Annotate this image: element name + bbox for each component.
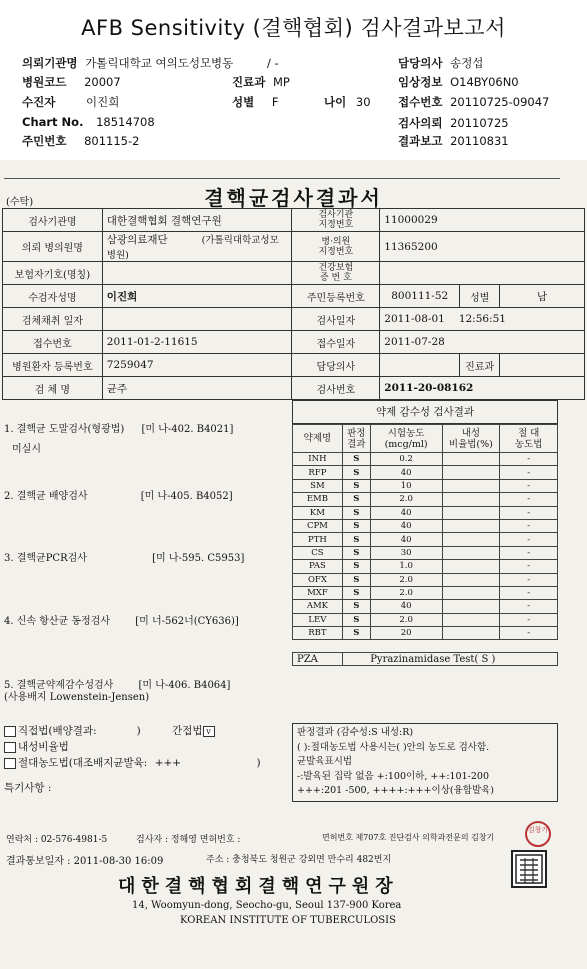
sensitivity-cell-abs: - xyxy=(500,600,558,613)
report-header xyxy=(0,0,587,158)
patient-info-table: 검사기관명 대한결핵협회 결핵연구원 검사기관 지정번호 11000029 의뢰 병의원명 삼광의료재단 (가톨릭대학교성모병원) 병·의원 지정번호 11365200 보험자기호(명칭) 건강보험 증 번 호 수검자성명 이진희 주민등록번호 800111-52 성별 남 검체채취 일자 검사일자 2011-08-01 12:56:51 접수번호 2011-01-2-11615 접수일자 2011-07-28 병원환자 등록번호 7259047 담당의사 진료과 검 체 명 균주 검사번호 2011-20-08162 xyxy=(2,208,585,400)
sensitivity-row xyxy=(293,506,558,519)
sensitivity-cell-drug: INH xyxy=(293,453,343,466)
sensitivity-cell-result: S xyxy=(342,627,370,640)
legend-box: 판정결과 (감수성:S 내성:R) ( ):절대농도법 사용시는( )안의 농도로 검사함. 균발육표시법 -:발육된 집락 없음 +:100이하, ++:101-200 +++:201 -500, ++++:+++이상(융합발육) xyxy=(292,723,558,802)
sensitivity-cell-abs: - xyxy=(500,466,558,479)
scanned-report xyxy=(0,160,587,969)
hospital-code-row: 병원코드 20007 xyxy=(22,75,121,89)
sensitivity-cell-result: S xyxy=(342,586,370,599)
clinical-row: 임상정보 O14BY06N0 xyxy=(398,75,519,89)
sensitivity-cell-ratio xyxy=(442,600,500,613)
sensitivity-cell-ratio xyxy=(442,546,500,559)
consignment-tag: (수탁) xyxy=(6,197,34,208)
chart-no-row: Chart No. 18514708 xyxy=(22,115,155,129)
sensitivity-cell-result: S xyxy=(342,613,370,626)
sensitivity-row xyxy=(293,586,558,599)
sensitivity-row xyxy=(293,613,558,626)
age-row: 나이 30 xyxy=(324,95,371,109)
sensitivity-cell-result: S xyxy=(342,506,370,519)
sensitivity-cell-abs: - xyxy=(500,519,558,532)
abs-conc-checkbox xyxy=(4,758,16,769)
sensitivity-cell-result: S xyxy=(342,479,370,492)
sensitivity-cell-drug: CS xyxy=(293,546,343,559)
test-item: 5. 결핵균약제감수성검사 [미 나-406. B4064] xyxy=(4,680,231,691)
resist-ratio-row: 내성비율법 xyxy=(4,739,261,754)
official-seal-icon xyxy=(511,850,547,888)
sensitivity-cell-drug: LEV xyxy=(293,613,343,626)
sensitivity-row xyxy=(293,600,558,613)
sensitivity-cell-conc: 1.0 xyxy=(370,560,442,573)
address-text: 주소 : 충청북도 청원군 강외면 만수리 482번지 xyxy=(206,855,392,865)
sensitivity-cell-ratio xyxy=(442,560,500,573)
sensitivity-cell-ratio xyxy=(442,466,500,479)
sensitivity-cell-conc: 20 xyxy=(370,627,442,640)
sensitivity-cell-conc: 2.0 xyxy=(370,493,442,506)
direct-method-row: 직접법(배양결과: ) 간접법 v xyxy=(4,723,261,738)
sensitivity-cell-result: S xyxy=(342,600,370,613)
sensitivity-title: 약제 감수성 검사결과 xyxy=(292,400,558,424)
sensitivity-cell-drug: OFX xyxy=(293,573,343,586)
indirect-method-checkbox: v xyxy=(203,726,215,737)
sensitivity-cell-ratio xyxy=(442,613,500,626)
top-rule xyxy=(4,178,560,179)
sensitivity-cell-conc: 40 xyxy=(370,600,442,613)
sensitivity-cell-ratio xyxy=(442,519,500,532)
page-title: AFB Sensitivity (결핵협회) 검사결과보고서 xyxy=(81,16,506,40)
method-checks xyxy=(4,723,261,795)
sensitivity-row xyxy=(293,627,558,640)
pza-row: PZA Pyrazinamidase Test( S ) xyxy=(292,652,558,666)
sensitivity-row xyxy=(293,546,558,559)
sensitivity-cell-abs: - xyxy=(500,586,558,599)
sensitivity-row xyxy=(293,560,558,573)
sensitivity-cell-abs: - xyxy=(500,560,558,573)
sensitivity-cell-ratio xyxy=(442,627,500,640)
sensitivity-cell-drug: PTH xyxy=(293,533,343,546)
license-text: 면허번호 제707호 진단검사 의학과전문의 김창기 xyxy=(322,833,495,842)
request-date-row: 검사의뢰 20110725 xyxy=(398,116,509,130)
sensitivity-cell-drug: RBT xyxy=(293,627,343,640)
test-result: (사용배지 Lowenstein-Jensen) xyxy=(4,692,150,703)
sensitivity-cell-drug: RFP xyxy=(293,466,343,479)
sensitivity-cell-drug: SM xyxy=(293,479,343,492)
dept-row: 진료과 MP xyxy=(232,75,290,89)
sensitivity-cell-ratio xyxy=(442,573,500,586)
test-item: 1. 결핵균 도말검사(형광법) [미 나-402. B4021] xyxy=(4,424,234,435)
sensitivity-row xyxy=(293,479,558,492)
sensitivity-cell-result: S xyxy=(342,533,370,546)
sensitivity-cell-conc: 2.0 xyxy=(370,586,442,599)
sensitivity-cell-ratio xyxy=(442,506,500,519)
receipt-no-row: 접수번호 20110725-09047 xyxy=(398,95,550,109)
sensitivity-cell-result: S xyxy=(342,573,370,586)
sensitivity-cell-conc: 30 xyxy=(370,546,442,559)
test-item: 4. 신속 항산균 동정검사 [미 너-562너(CY636)] xyxy=(4,616,239,627)
sensitivity-cell-result: S xyxy=(342,493,370,506)
abs-conc-row: 절대농도법(대조배지균발육: +++ ) xyxy=(4,755,261,770)
special-note: 특기사항 : xyxy=(4,782,52,794)
sensitivity-cell-drug: AMK xyxy=(293,600,343,613)
resist-ratio-checkbox xyxy=(4,742,16,753)
sensitivity-row xyxy=(293,466,558,479)
sensitivity-row xyxy=(293,493,558,506)
sensitivity-cell-ratio xyxy=(442,453,500,466)
sensitivity-cell-result: S xyxy=(342,546,370,559)
sensitivity-cell-abs: - xyxy=(500,573,558,586)
sensitivity-cell-abs: - xyxy=(500,613,558,626)
institute-name-ko: 대한결핵협회결핵연구원장 xyxy=(118,876,399,897)
sensitivity-cell-drug: PAS xyxy=(293,560,343,573)
sensitivity-cell-abs: - xyxy=(500,546,558,559)
institute-name-en: KOREAN INSTITUTE OF TUBERCULOSIS xyxy=(180,915,396,926)
sensitivity-cell-result: S xyxy=(342,453,370,466)
sensitivity-cell-result: S xyxy=(342,466,370,479)
direct-method-checkbox xyxy=(4,726,16,737)
sensitivity-cell-conc: 2.0 xyxy=(370,573,442,586)
sensitivity-row xyxy=(293,519,558,532)
sensitivity-cell-abs: - xyxy=(500,533,558,546)
contact-text: 연락처 : 02-576-4981-5 xyxy=(6,835,108,845)
order-org-row: 의뢰기관명 가톨릭대학교 여의도성모병동 / - xyxy=(22,56,279,70)
sensitivity-cell-result: S xyxy=(342,560,370,573)
sensitivity-cell-abs: - xyxy=(500,479,558,492)
test-item: 2. 결핵균 배양검사 [미 나-405. B4052] xyxy=(4,491,233,502)
doctor-row: 담당의사 송정섭 xyxy=(398,56,484,70)
sensitivity-cell-ratio xyxy=(442,479,500,492)
examiner-text: 검사자 : 정해영 면허번호 : xyxy=(136,835,241,845)
sensitivity-cell-abs: - xyxy=(500,627,558,640)
director-seal: 김창기 xyxy=(525,821,551,847)
sensitivity-cell-ratio xyxy=(442,533,500,546)
sensitivity-row xyxy=(293,573,558,586)
sensitivity-cell-conc: 40 xyxy=(370,519,442,532)
sensitivity-cell-ratio xyxy=(442,586,500,599)
sensitivity-cell-drug: CPM xyxy=(293,519,343,532)
report-date-row: 결과보고 20110831 xyxy=(398,134,509,148)
institute-address-en: 14, Woomyun-dong, Seocho-gu, Seoul 137-900 Korea xyxy=(132,900,402,911)
sensitivity-cell-drug: KM xyxy=(293,506,343,519)
sensitivity-cell-abs: - xyxy=(500,506,558,519)
report-title: 결핵균검사결과서 xyxy=(204,186,383,210)
sensitivity-row xyxy=(293,453,558,466)
notify-date: 결과통보일자 : 2011-08-30 16:09 xyxy=(6,856,164,867)
test-item: 3. 결핵균PCR검사 [미 나-595. C5953] xyxy=(4,553,245,564)
sensitivity-row xyxy=(293,533,558,546)
sensitivity-cell-drug: EMB xyxy=(293,493,343,506)
sensitivity-cell-ratio xyxy=(442,493,500,506)
sensitivity-cell-conc: 2.0 xyxy=(370,613,442,626)
sensitivity-cell-drug: MXF xyxy=(293,586,343,599)
sensitivity-cell-conc: 0.2 xyxy=(370,453,442,466)
sex-row: 성별 F xyxy=(232,95,279,109)
sensitivity-table: 약제명 판정 결과 시험농도 (mcg/ml) 내성 비율법(%) 절 대 농도법 INH S 0.2 - RFP S 40 - SM S 10 - EMB S 2.0 - KM S 40 - CPM S 40 - PTH S 40 - CS S 30 - PAS S 1.0 - OFX S 2.0 - MXF S 2.0 - AMK S 40 - LEV S 2.0 - RBT S 20 - xyxy=(292,424,558,640)
sensitivity-cell-conc: 40 xyxy=(370,506,442,519)
rrn-row: 주민번호 801115-2 xyxy=(22,134,140,148)
test-result: 미실시 xyxy=(12,444,41,455)
patient-row: 수진자 이진희 xyxy=(22,95,120,109)
sensitivity-cell-abs: - xyxy=(500,493,558,506)
sensitivity-cell-conc: 10 xyxy=(370,479,442,492)
sensitivity-cell-conc: 40 xyxy=(370,533,442,546)
sensitivity-cell-result: S xyxy=(342,519,370,532)
sensitivity-cell-conc: 40 xyxy=(370,466,442,479)
sensitivity-cell-abs: - xyxy=(500,453,558,466)
